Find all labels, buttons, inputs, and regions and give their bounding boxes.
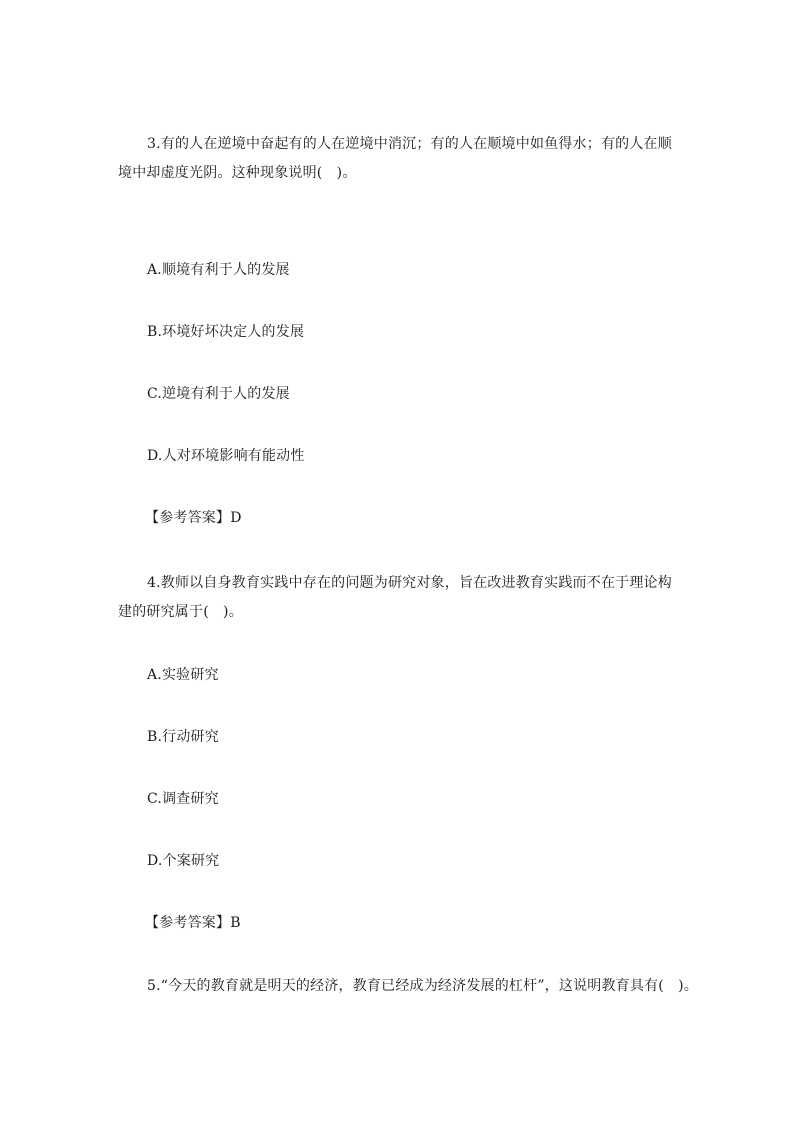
question-3-option-a: A.顺境有利于人的发展 bbox=[147, 262, 290, 278]
question-4-option-c: C.调查研究 bbox=[147, 791, 219, 807]
question-4-option-a: A.实验研究 bbox=[147, 667, 219, 683]
question-3-option-c: C.逆境有利于人的发展 bbox=[147, 386, 290, 402]
question-3-stem-line-2: 境中却虚度光阴。这种现象说明( )。 bbox=[118, 165, 357, 181]
question-4-option-d: D.个案研究 bbox=[147, 853, 220, 869]
question-4-option-b: B.行动研究 bbox=[147, 729, 219, 745]
question-4-answer: 【参考答案】B bbox=[145, 915, 241, 931]
question-3-option-b: B.环境好坏决定人的发展 bbox=[147, 324, 305, 340]
question-4-stem-line-2: 建的研究属于( )。 bbox=[118, 604, 243, 620]
question-3-stem-line-1: 3.有的人在逆境中奋起有的人在逆境中消沉；有的人在顺境中如鱼得水；有的人在顺 bbox=[147, 136, 672, 152]
question-3-option-d: D.人对环境影响有能动性 bbox=[147, 448, 305, 464]
question-3-answer: 【参考答案】D bbox=[145, 510, 242, 526]
question-5-stem-line-1: 5.“今天的教育就是明天的经济，教育已经成为经济发展的杠杆”，这说明教育具有( )。 bbox=[147, 978, 698, 994]
question-4-stem-line-1: 4.教师以自身教育实践中存在的问题为研究对象，旨在改进教育实践而不在于理论构 bbox=[147, 575, 672, 591]
